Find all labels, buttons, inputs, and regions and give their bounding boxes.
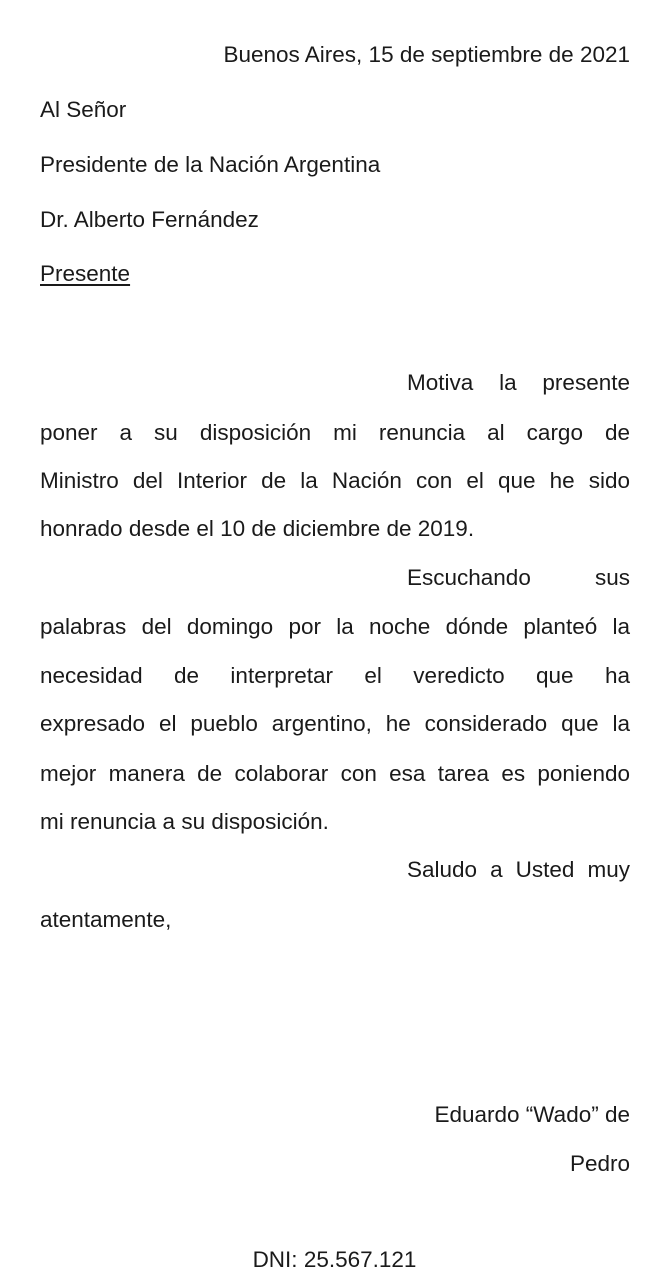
p2-word-2: sus bbox=[594, 565, 630, 590]
recipient-presente bbox=[40, 259, 630, 289]
closing-word-4: muy bbox=[587, 857, 630, 882]
p2-word-1: Escuchando bbox=[407, 565, 531, 590]
p1-word-1: Motiva bbox=[407, 370, 474, 395]
recipient-salutation: Al Señor bbox=[40, 97, 127, 122]
recipient-title: Presidente de la Nación Argentina bbox=[40, 152, 381, 177]
recipient-name: Dr. Alberto Fernández bbox=[40, 207, 259, 232]
p1-word-3: presente bbox=[542, 370, 630, 395]
paragraph1-opening bbox=[407, 368, 630, 398]
paragraph2-line-3: expresado el pueblo argentino, he considerado que la bbox=[40, 711, 630, 736]
paragraph1-line-2: Ministro del Interior de la Nación con el que he sido bbox=[40, 468, 630, 493]
dni-line: DNI: 25.567.121 bbox=[252, 1247, 417, 1272]
closing-opening bbox=[407, 855, 630, 885]
closing-word-3: Usted bbox=[515, 857, 575, 882]
paragraph1-line-1: poner a su disposición mi renuncia al cargo de bbox=[40, 420, 630, 445]
paragraph2-line-1: palabras del domingo por la noche dónde planteó la bbox=[40, 614, 630, 639]
paragraph2-line-4: mejor manera de colaborar con esa tarea es poniendo bbox=[40, 761, 630, 786]
paragraph1-line-3: honrado desde el 10 de diciembre de 2019. bbox=[40, 516, 475, 541]
closing-word-2: a bbox=[490, 857, 503, 882]
closing-word-1: Saludo bbox=[407, 857, 478, 882]
signature-line-2: Pedro bbox=[569, 1151, 630, 1176]
paragraph2-opening bbox=[407, 563, 630, 593]
signature-line-1: Eduardo “Wado” de bbox=[434, 1102, 630, 1127]
date-line: Buenos Aires, 15 de septiembre de 2021 bbox=[223, 42, 630, 67]
paragraph2-line-5: mi renuncia a su disposición. bbox=[40, 809, 329, 834]
p1-word-2: la bbox=[499, 370, 517, 395]
paragraph2-line-2: necesidad de interpretar el veredicto que ha bbox=[40, 663, 630, 688]
closing-line-2: atentamente, bbox=[40, 907, 172, 932]
presente-text: Presente bbox=[40, 261, 131, 286]
